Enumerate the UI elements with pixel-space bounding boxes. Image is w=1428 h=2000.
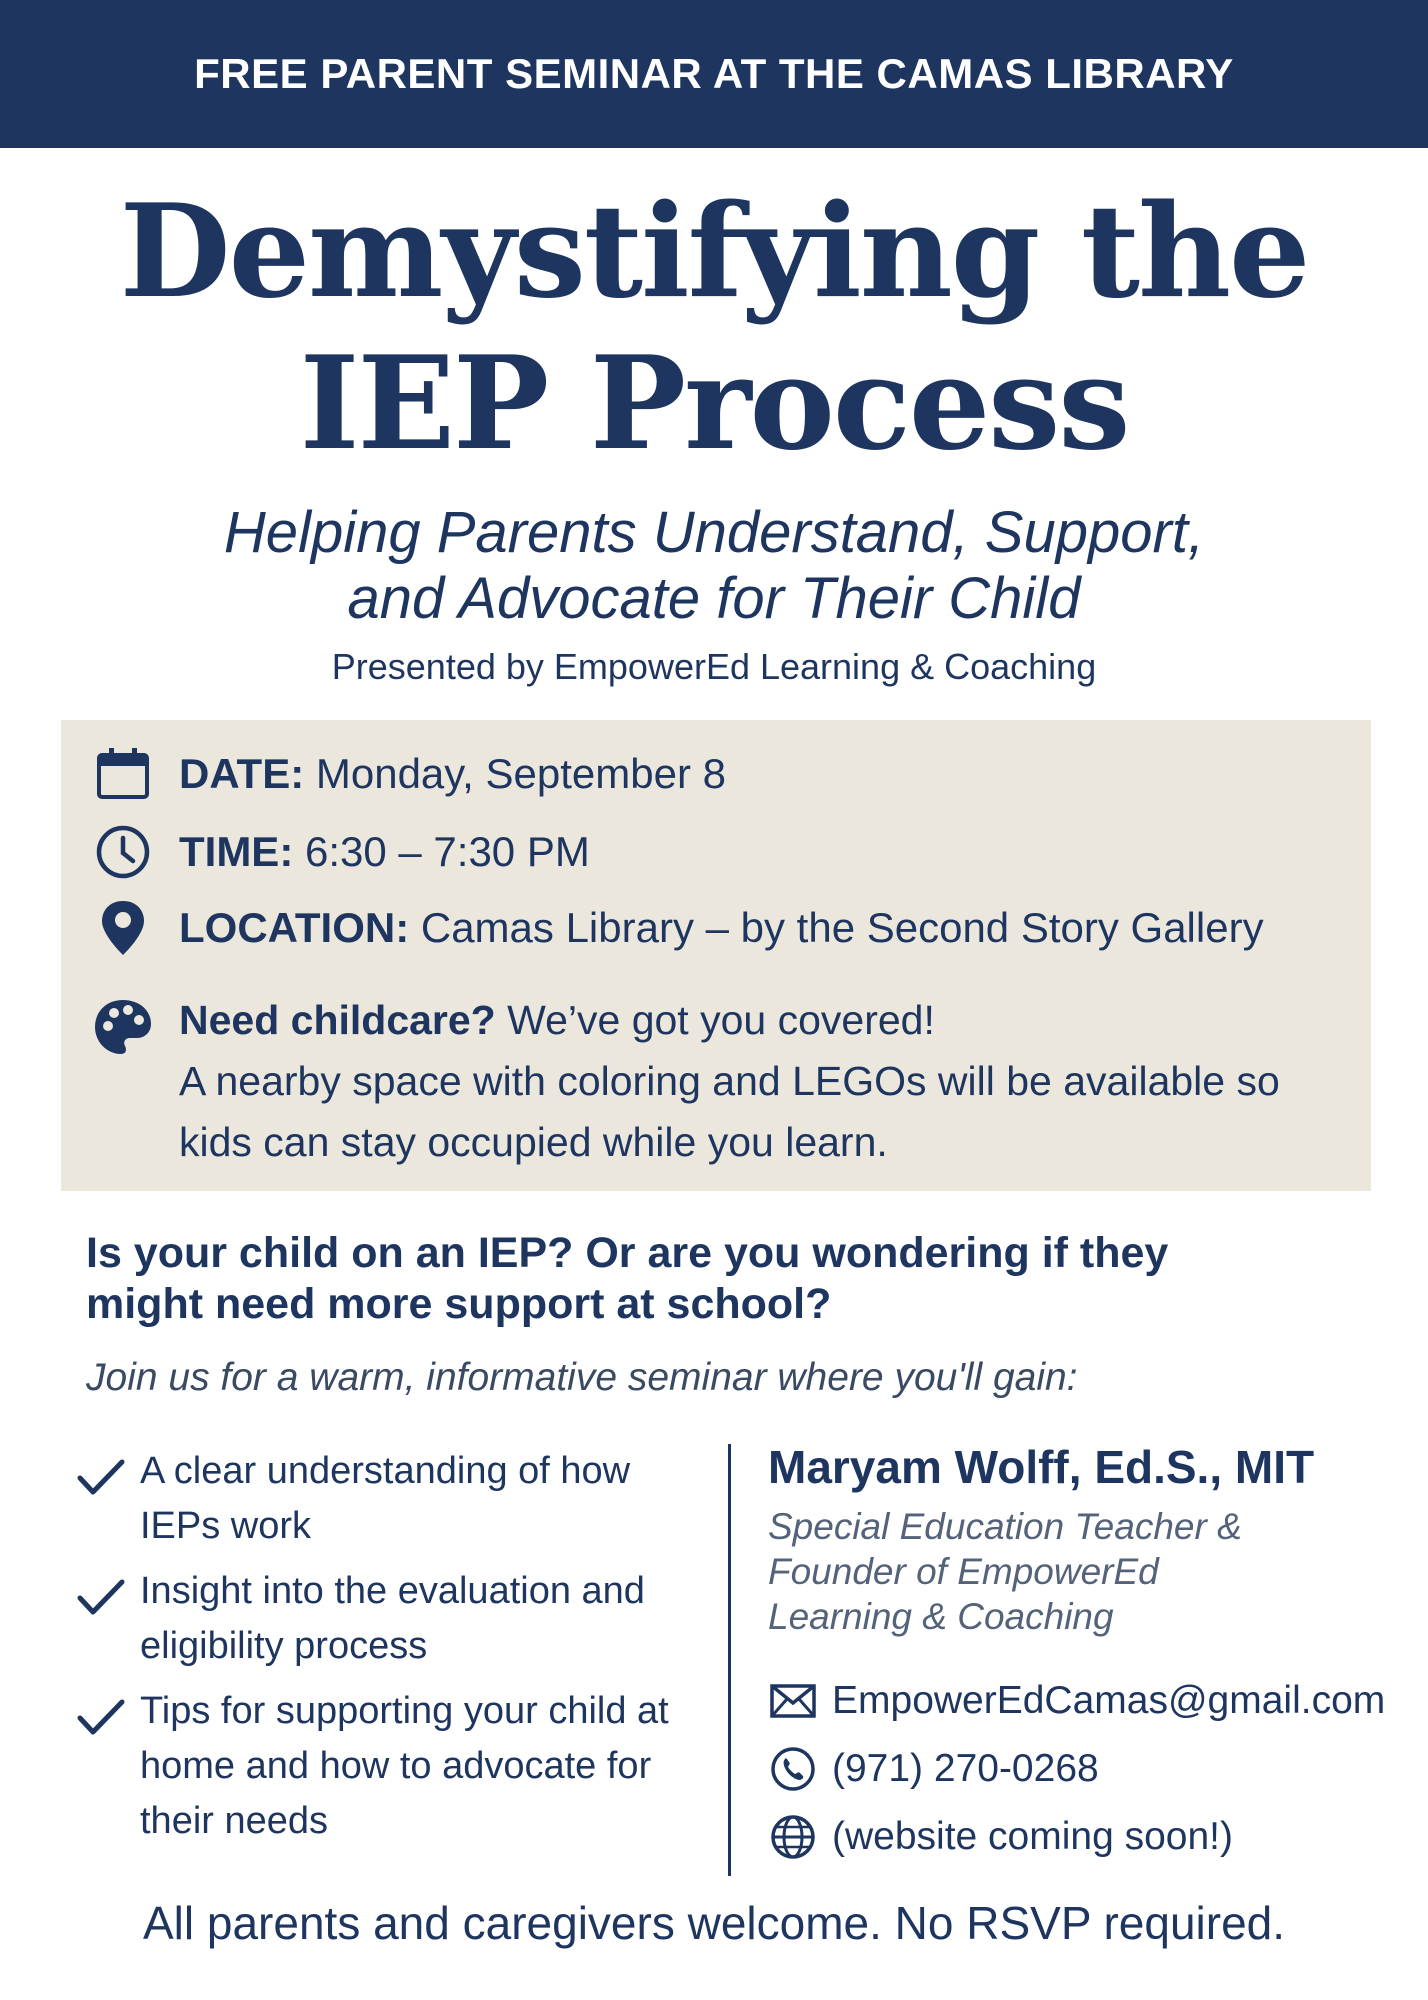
subtitle-line-2: and Advocate for Their Child [347,566,1081,631]
benefit-2-line-2: eligibility process [140,1625,428,1667]
location-value: Camas Library – by the Second Story Gallery [420,904,1264,951]
email-contact[interactable] [768,1667,1388,1735]
date-row [61,742,1371,806]
benefit-3-line-1: Tips for supporting your child at [140,1690,669,1732]
globe-icon [768,1812,818,1862]
location-label: LOCATION: [179,904,410,951]
childcare-block [179,990,1280,1173]
question-line-2: might need more support at school? [86,1280,832,1328]
map-pin-icon [91,896,155,960]
childcare-label: Need childcare? [179,997,496,1043]
presenter-role-line-1: Special Education Teacher & [768,1506,1242,1547]
subtitle [0,500,1428,632]
date-value: Monday, September 8 [315,750,726,797]
presenter-card [768,1440,1388,1871]
checkmark-icon [76,1458,126,1498]
calendar-icon [91,742,155,806]
benefit-1-line-2: IEPs work [140,1505,312,1547]
date-label: DATE: [179,750,305,797]
website-contact [768,1803,1388,1871]
presenter-name: Maryam Wolff, Ed.S., MIT [768,1441,1315,1493]
presenter-role-line-2: Founder of EmpowerEd [768,1551,1159,1592]
benefit-3-line-2: home and how to advocate for [140,1745,652,1787]
phone-contact[interactable] [768,1735,1388,1803]
benefit-item [70,1444,710,1554]
benefits-list [70,1444,710,1859]
join-text: Join us for a warm, informative seminar where you'll gain: [86,1356,1078,1399]
banner-text: FREE PARENT SEMINAR AT THE CAMAS LIBRARY [194,50,1234,97]
time-label: TIME: [179,828,294,875]
benefit-item [70,1564,710,1674]
title-line-2: IEP Process [299,329,1129,479]
palette-icon [91,996,155,1060]
presenter-role [768,1504,1248,1639]
question-line-1: Is your child on an IEP? Or are you wondering if they [86,1229,1169,1277]
checkmark-icon [76,1578,126,1618]
checkmark-icon [76,1698,126,1738]
clock-icon [91,820,155,884]
top-banner [0,0,1428,148]
childcare-line-3: kids can stay occupied while you learn. [179,1119,888,1165]
column-divider [728,1444,731,1876]
event-details-box [61,720,1371,1191]
presented-by: Presented by EmpowerEd Learning & Coaching [331,646,1097,687]
footer-note: All parents and caregivers welcome. No RSVP required. [142,1897,1286,1949]
time-value: 6:30 – 7:30 PM [304,828,590,875]
childcare-value: We’ve got you covered! [507,997,935,1043]
page-title [0,176,1428,480]
envelope-icon [768,1676,818,1726]
benefit-1-line-1: A clear understanding of how [140,1450,631,1492]
contact-list [768,1667,1388,1871]
benefit-item [70,1684,710,1849]
question-heading [86,1228,1346,1330]
subtitle-line-1: Helping Parents Understand, Support, [223,500,1205,565]
time-row [61,820,1371,884]
childcare-line-2: A nearby space with coloring and LEGOs will be available so [179,1058,1280,1104]
phone-text[interactable]: (971) 270-0268 [832,1747,1099,1790]
benefit-3-line-3: their needs [140,1800,329,1842]
presenter-role-line-3: Learning & Coaching [768,1596,1114,1637]
title-line-1: Demystifying the [119,177,1309,327]
phone-icon [768,1744,818,1794]
benefit-2-line-1: Insight into the evaluation and [140,1570,645,1612]
location-row [61,896,1371,960]
website-text: (website coming soon!) [832,1815,1234,1858]
email-text[interactable]: EmpowerEdCamas@gmail.com [832,1679,1386,1722]
